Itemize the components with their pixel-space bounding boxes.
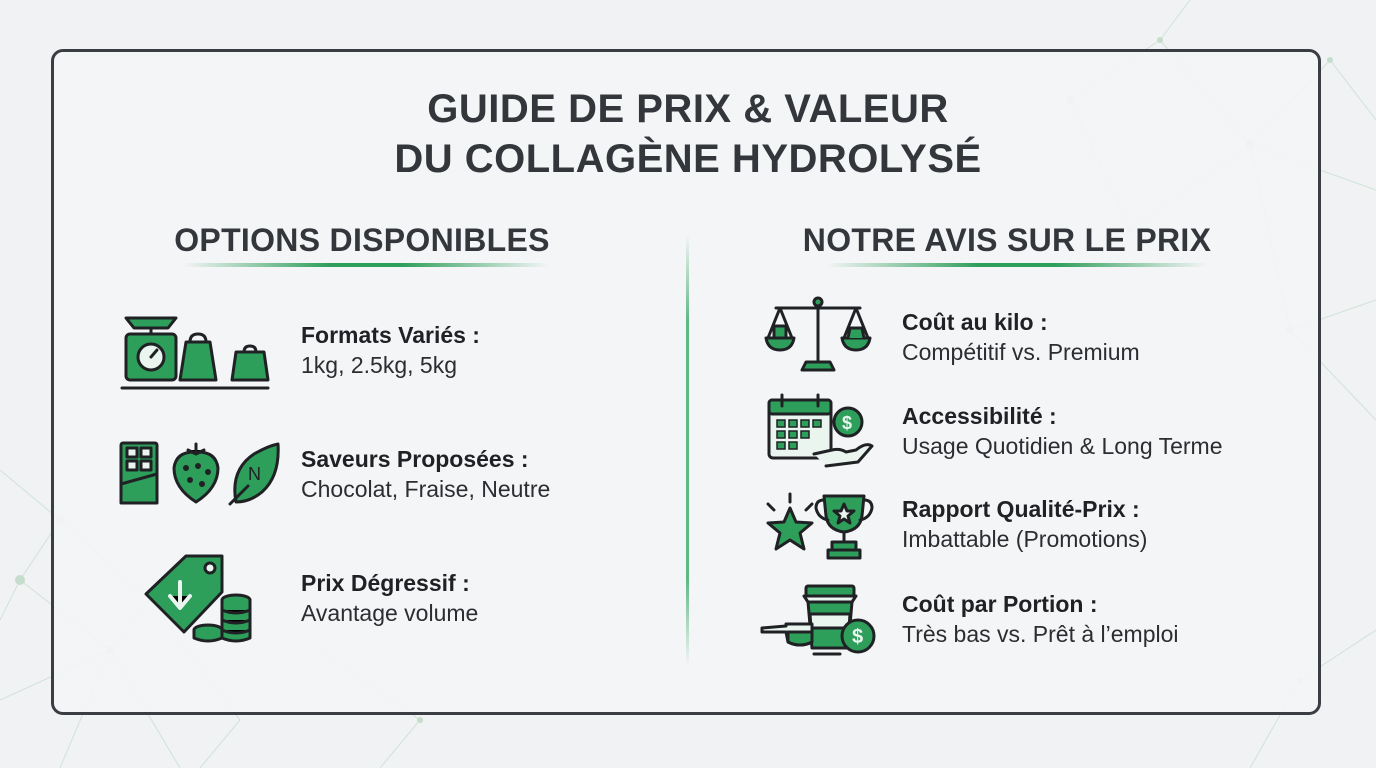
flavors-icon — [118, 440, 284, 506]
item-label: Rapport Qualité-Prix : — [902, 496, 1140, 522]
list-item — [301, 444, 550, 504]
star-trophy-icon — [764, 490, 874, 560]
title-line-2: DU COLLAGÈNE HYDROLYSÉ — [394, 137, 982, 181]
item-value: Très bas vs. Prêt à l’emploi — [902, 621, 1179, 647]
item-label: Formats Variés : — [301, 322, 480, 348]
list-item — [301, 568, 478, 628]
list-item — [902, 589, 1179, 649]
list-item — [902, 401, 1223, 461]
svg-text:$: $ — [842, 413, 853, 433]
right-column-heading: NOTRE AVIS SUR LE PRIX — [802, 222, 1212, 258]
svg-text:$: $ — [852, 626, 864, 648]
column-divider — [686, 235, 689, 665]
list-item — [902, 494, 1147, 554]
item-value: Chocolat, Fraise, Neutre — [301, 476, 551, 502]
item-label: Saveurs Proposées : — [301, 446, 529, 472]
scale-weights-icon — [120, 312, 272, 394]
item-label: Accessibilité : — [902, 403, 1057, 429]
right-heading-underline — [827, 263, 1207, 267]
price-tag-coins-icon — [142, 552, 254, 646]
list-item — [902, 307, 1140, 367]
page-title — [0, 84, 1376, 184]
flavor-leaf-letter: N — [248, 464, 261, 484]
item-value: Compétitif vs. Premium — [902, 339, 1140, 365]
left-heading-underline — [183, 263, 548, 267]
item-label: Prix Dégressif : — [301, 570, 470, 596]
calendar-money-icon — [766, 392, 876, 468]
item-value: Avantage volume — [301, 600, 479, 626]
scoop-cup-coin-icon — [760, 584, 880, 660]
item-label: Coût par Portion : — [902, 591, 1098, 617]
balance-icon — [764, 294, 872, 374]
title-line-1: GUIDE DE PRIX & VALEUR — [427, 87, 949, 131]
list-item — [301, 320, 480, 380]
left-column-heading: OPTIONS DISPONIBLES — [174, 222, 550, 258]
item-label: Coût au kilo : — [902, 309, 1048, 335]
item-value: Imbattable (Promotions) — [902, 526, 1148, 552]
item-value: Usage Quotidien & Long Terme — [902, 433, 1223, 459]
item-value: 1kg, 2.5kg, 5kg — [301, 352, 457, 378]
